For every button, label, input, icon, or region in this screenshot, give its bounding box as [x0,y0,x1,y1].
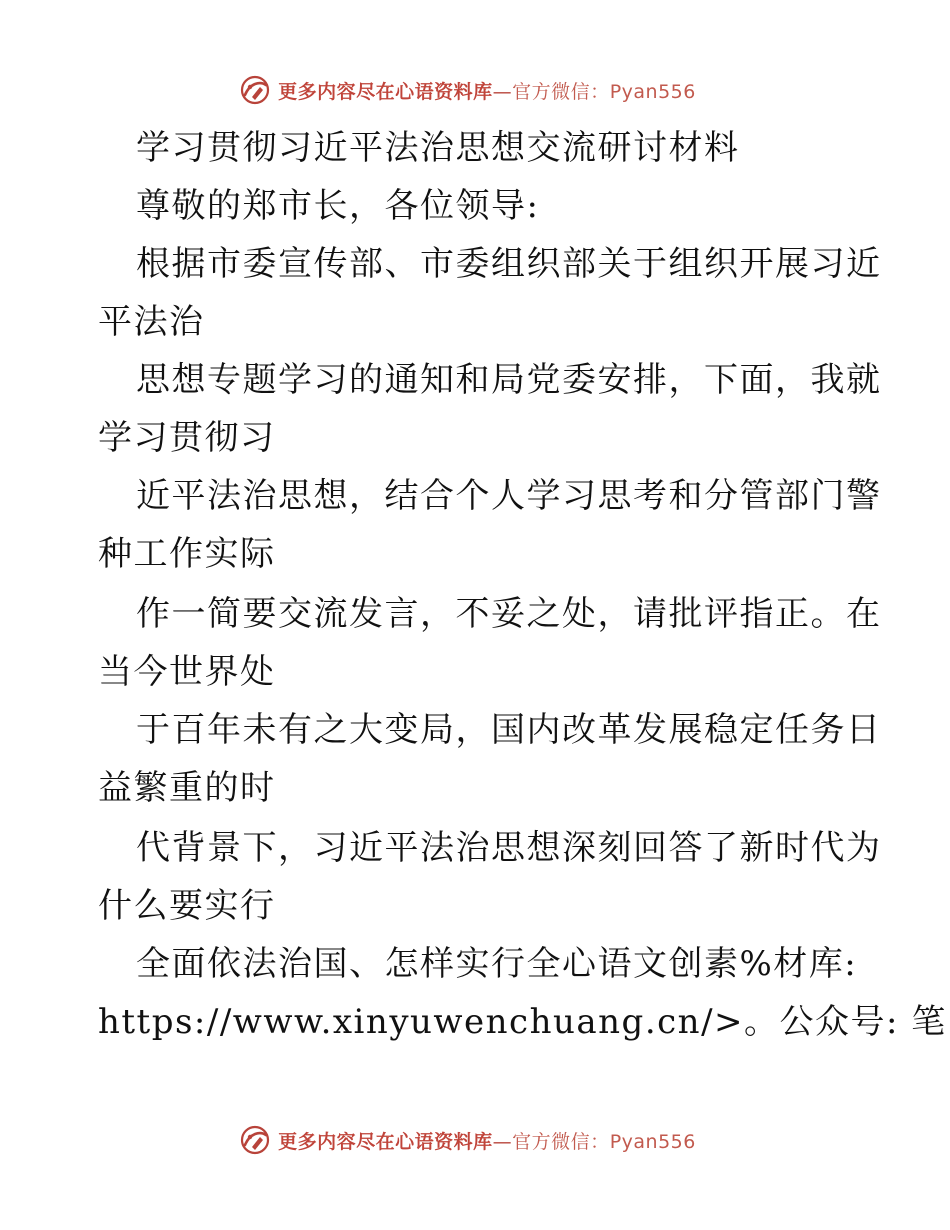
paragraph-line: 学习贯彻习 [98,418,276,458]
brand-logo-icon [238,73,272,107]
header-banner-text [278,77,696,104]
paragraph-line: 作一简要交流发言，不妥之处，请批评指正。在 [136,594,882,634]
paragraph-line: 于百年未有之大变局，国内改革发展稳定任务日 [136,710,882,750]
brand-logo-icon [238,1123,272,1157]
footer-wechat-id: Pyan556 [609,1130,696,1153]
footer-brand-text: 更多内容尽在心语资料库 [278,1130,493,1153]
paragraph-line: 平法治 [98,302,205,342]
paragraph-line: 近平法治思想，结合个人学习思考和分管部门警 [136,476,882,516]
paragraph-line: 根据市委宣传部、市委组织部关于组织开展习近 [136,244,882,284]
footer-watermark-banner [0,1120,950,1160]
header-separator: — [492,80,513,103]
header-wechat-label: 官方微信： [512,80,610,103]
document-title: 学习贯彻习近平法治思想交流研讨材料 [136,128,740,168]
paragraph-line: 益繁重的时 [98,768,276,808]
paragraph-line: 种工作实际 [98,534,276,574]
header-watermark-banner [0,70,950,110]
paragraph-line: 全面依法治国、怎样实行全心语文创素%材库: [136,944,858,984]
paragraph-line: 思想专题学习的通知和局党委安排，下面，我就 [136,360,882,400]
footer-separator: — [492,1130,513,1153]
paragraph-line: 当今世界处 [98,652,276,692]
footer-banner-text [278,1127,696,1154]
header-brand-text: 更多内容尽在心语资料库 [278,80,493,103]
paragraph-line: 代背景下，习近平法治思想深刻回答了新时代为 [136,828,882,868]
footer-wechat-label: 官方微信： [512,1130,610,1153]
salutation: 尊敬的郑市长，各位领导: [136,186,540,226]
header-wechat-id: Pyan556 [609,80,696,103]
paragraph-line: 什么要实行 [98,886,276,926]
url-line: https://www.xinyuwenchuang.cn/>。公众号: 笔 [98,1002,947,1042]
